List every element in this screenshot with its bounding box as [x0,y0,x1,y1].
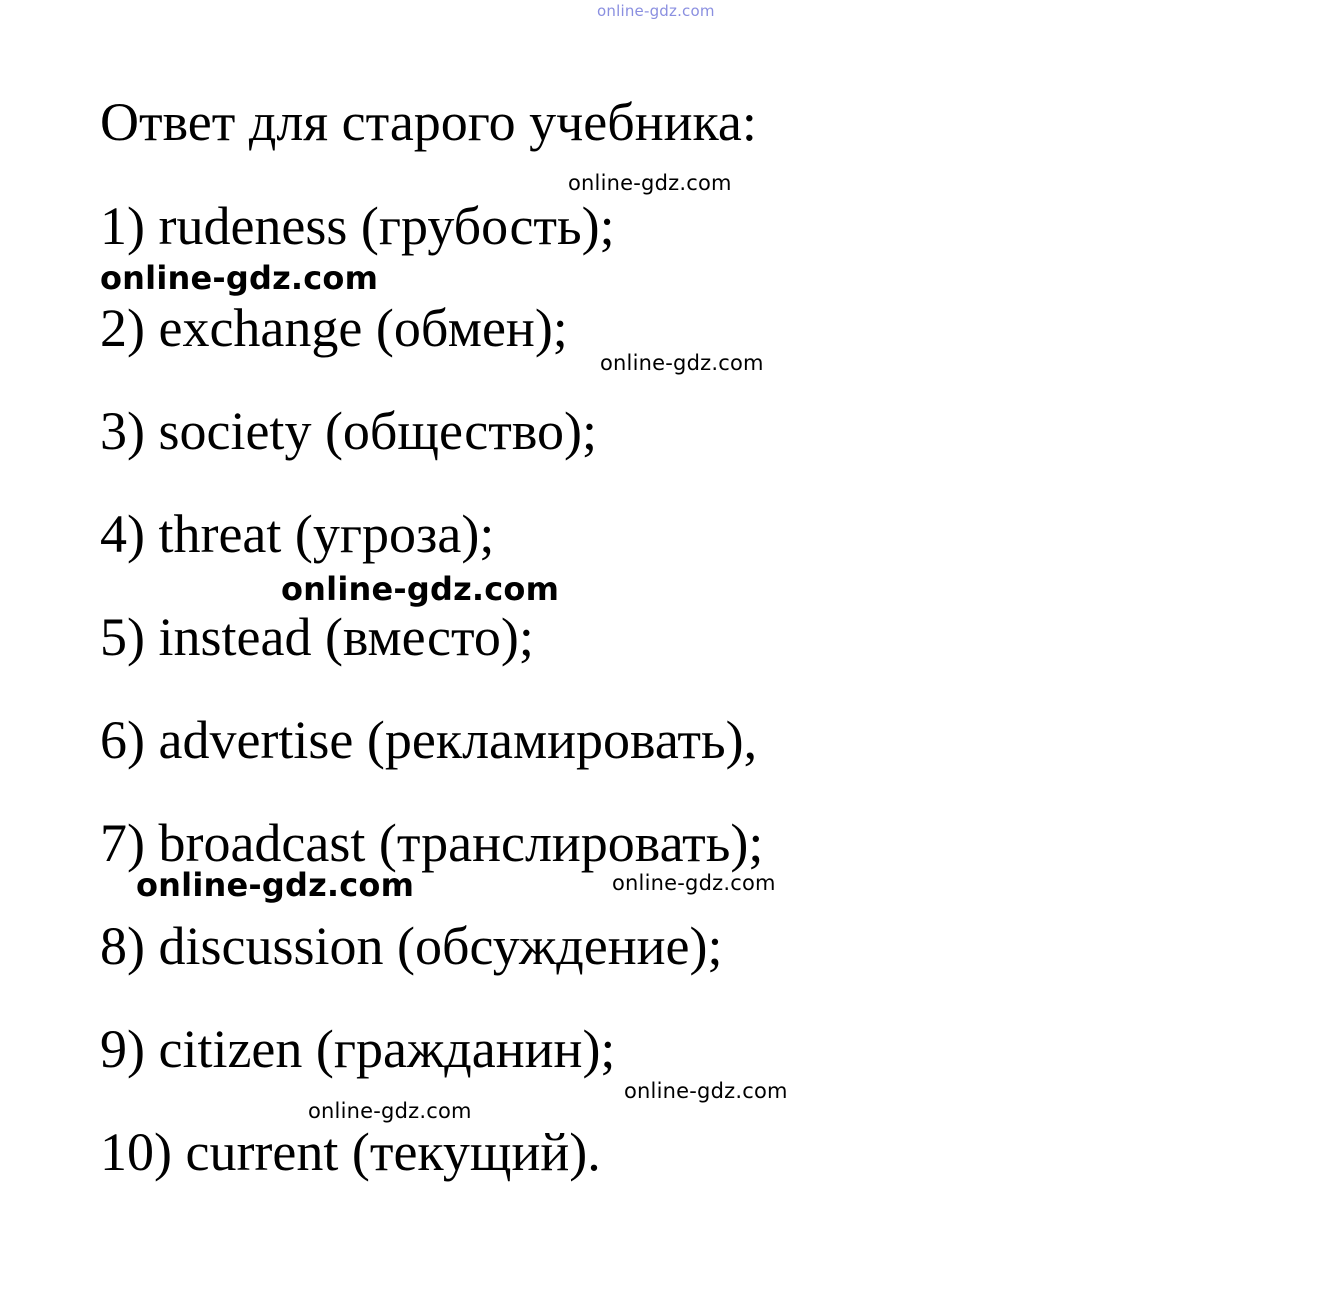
watermark: online-gdz.com [624,1079,788,1103]
answer-item-2: 2) exchange (обмен); [100,298,568,358]
answer-item-5: 5) instead (вместо); [100,607,534,667]
watermark: online-gdz.com [100,259,379,297]
watermark: online-gdz.com [308,1099,472,1123]
watermark: online-gdz.com [568,171,732,195]
answer-item-1: 1) rudeness (грубость); [100,196,615,256]
answer-item-3: 3) society (общество); [100,401,597,461]
answer-item-7: 7) broadcast (транслировать); [100,813,764,873]
watermark: online-gdz.com [281,570,560,608]
watermark: online-gdz.com [136,866,415,904]
page-title: Ответ для старого учебника: [100,92,757,152]
answer-item-10: 10) current (текущий). [100,1122,601,1182]
top-watermark: online-gdz.com [597,2,715,20]
watermark: online-gdz.com [612,871,776,895]
watermark: online-gdz.com [600,351,764,375]
answer-item-9: 9) citizen (гражданин); [100,1019,616,1079]
answer-item-4: 4) threat (угроза); [100,504,495,564]
answer-item-6: 6) advertise (рекламировать), [100,710,758,770]
answer-item-8: 8) discussion (обсуждение); [100,916,723,976]
